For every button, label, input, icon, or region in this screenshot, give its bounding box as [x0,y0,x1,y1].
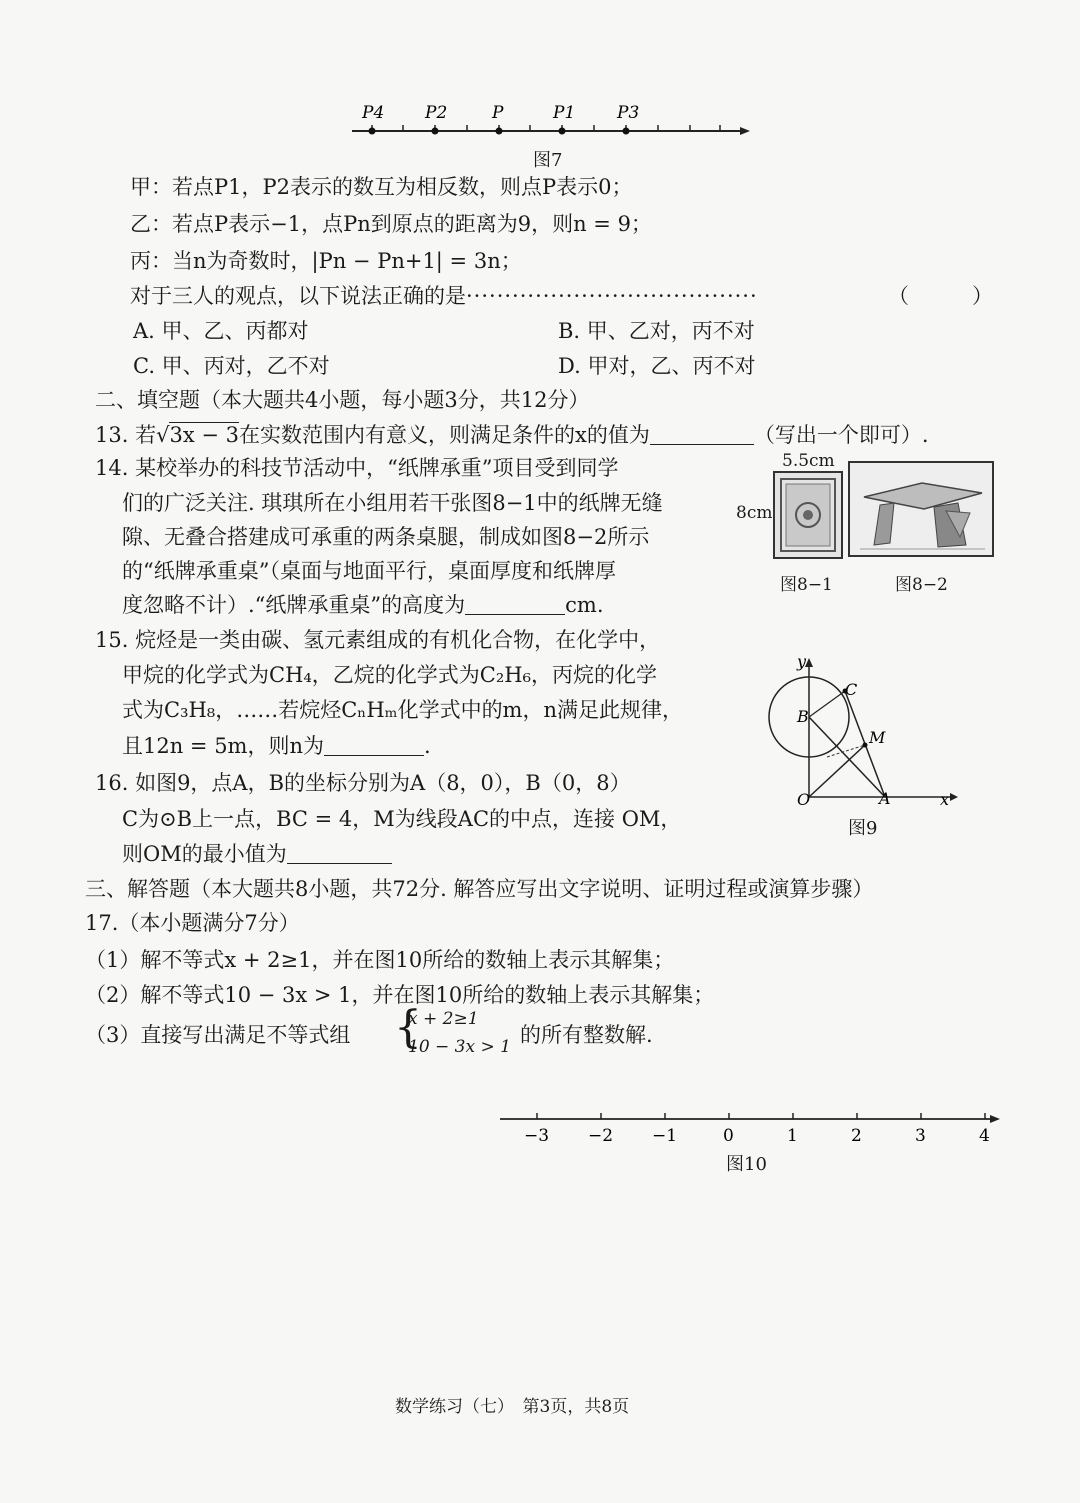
fig8-1-caption: 图8−1 [780,575,833,595]
q15-line4: 且12n = 5m，则n为 . [122,734,431,758]
q13-radicand: 3x − 3 [169,423,239,447]
q17-part3-prefix: （3）直接写出满足不等式组 [85,1023,351,1047]
section3-title: 三、解答题（本大题共8小题，共72分. 解答应写出文字说明、证明过程或演算步骤） [85,877,874,901]
q14-line5: 度忽略不计）.“纸牌承重桌”的高度为 cm. [122,593,604,617]
q14-answer-blank[interactable] [465,593,565,615]
q16-answer-blank[interactable] [287,842,392,864]
fig10-tick-neg1: −1 [652,1126,678,1146]
q12-bing: 丙：当n为奇数时，|Pn − Pn+1| = 3n； [130,249,522,273]
fig10-tick-3: 3 [915,1126,926,1146]
fig9-label-y: y [797,652,807,671]
fig10-tick-neg3: −3 [524,1126,550,1146]
fig8-2-caption: 图8−2 [895,575,948,595]
fig8-1-width-label: 5.5cm [782,451,835,471]
q17-system-eq2: 10 − 3x > 1 [408,1037,511,1057]
fig10-tick-0: 0 [723,1126,734,1146]
fig10-tick-1: 1 [787,1126,798,1146]
q17-part3-suffix: 的所有整数解. [520,1023,653,1047]
fig9-caption: 图9 [848,818,878,839]
q17-part1: （1）解不等式x + 2≥1，并在图10所给的数轴上表示其解集； [85,948,675,972]
q14-line3: 隙、无叠合搭建成可承重的两条桌腿，制成如图8−2所示 [122,525,650,549]
q12-option-a: A. 甲、乙、丙都对 [133,319,309,343]
q14-line1: 14. 某校举办的科技节活动中，“纸牌承重”项目受到同学 [95,456,619,480]
q15-answer-blank[interactable] [324,734,424,756]
fig8-1-playing-card [773,471,843,559]
fig9-label-m: M [869,728,886,747]
q12-yi: 乙：若点P表示−1，点Pn到原点的距离为9，则n = 9； [130,212,652,236]
figure9-geometry [765,645,985,815]
fig9-label-c: C [845,680,858,699]
fig7-label-p3: P3 [617,103,640,123]
page-footer: 数学练习（七） 第3页，共8页 [395,1397,630,1417]
q15-line1: 15. 烷烃是一类由碳、氢元素组成的有机化合物，在化学中， [95,628,661,652]
q16-line3: 则OM的最小值为 [122,841,392,868]
q14-line4: 的“纸牌承重桌”（桌面与地面平行，桌面厚度和纸牌厚 [122,559,616,583]
figure7-number-line [340,98,760,146]
fig10-caption: 图10 [726,1154,767,1175]
fig7-caption: 图7 [533,150,563,171]
fig9-label-a: A [879,789,891,808]
q17-title: 17.（本小题满分7分） [85,911,300,935]
fig10-tick-neg2: −2 [588,1126,614,1146]
q16-line2: C为⊙B上一点，BC = 4，M为线段AC的中点，连接 OM， [122,807,682,831]
q15-line3: 式为C₃H₈，……若烷烃CₙHₘ化学式中的m，n满足此规律， [122,698,683,722]
fig9-label-b: B [797,707,809,726]
fig10-tick-2: 2 [851,1126,862,1146]
fig7-label-p: P [492,103,504,123]
fig8-1-height-label: 8cm [736,503,773,523]
q12-stem: 对于三人的观点，以下说法正确的是······································ [130,284,758,308]
q13: 13. 若√3x − 3在实数范围内有意义，则满足条件的x的值为 （写出一个即可）. [95,423,929,447]
q14-line2: 们的广泛关注. 琪琪所在小组用若干张图8−1中的纸牌无缝 [122,491,663,515]
figure10-number-line [490,1105,1010,1149]
q12-option-d: D. 甲对，乙、丙不对 [558,354,756,378]
sqrt-sign: √ [156,423,170,447]
fig7-label-p4: P4 [362,103,385,123]
fig10-tick-4: 4 [979,1126,990,1146]
fig8-2-card-table-photo [848,461,994,557]
q12-jia: 甲：若点P1，P2表示的数互为相反数，则点P表示0； [130,175,633,199]
q16-line1: 16. 如图9，点A，B的坐标分别为A（8，0），B（0，8） [95,771,631,795]
fig7-label-p1: P1 [553,103,576,123]
q12-option-b: B. 甲、乙对，丙不对 [558,319,755,343]
q12-option-c: C. 甲、丙对，乙不对 [133,354,330,378]
q17-system-brace: { [394,1002,422,1053]
section2-title: 二、填空题（本大题共4小题，每小题3分，共12分） [95,388,590,412]
q12-answer-paren: （ ） [888,284,993,308]
q17-part2: （2）解不等式10 − 3x > 1，并在图10所给的数轴上表示其解集； [85,983,715,1007]
fig9-label-o: O [797,790,811,809]
q13-answer-blank[interactable] [650,423,754,445]
q17-system-eq1: x + 2≥1 [408,1009,479,1029]
q15-line2: 甲烷的化学式为CH₄，乙烷的化学式为C₂H₆，丙烷的化学 [122,663,658,687]
fig7-label-p2: P2 [425,103,448,123]
fig9-label-x: x [940,790,950,809]
